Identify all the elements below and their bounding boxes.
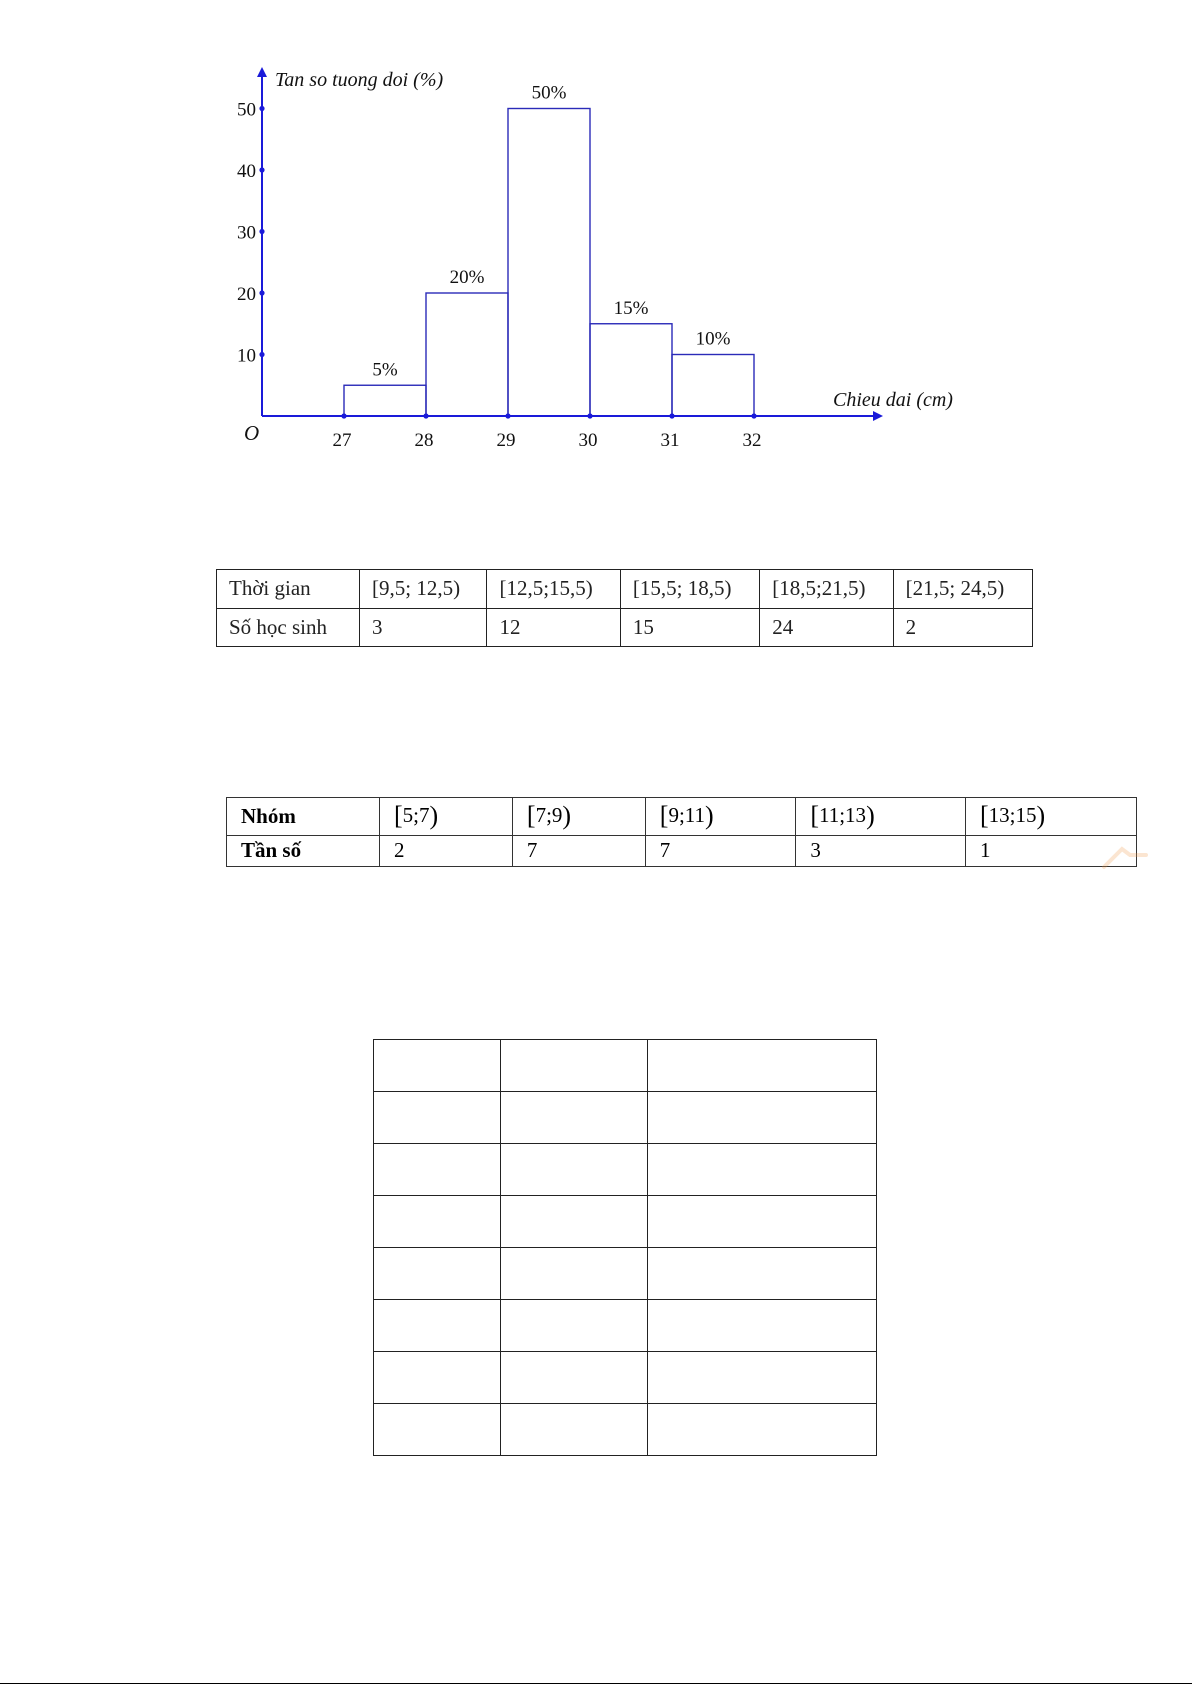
x-tick-label: 32 bbox=[742, 430, 762, 451]
x-tick-dot bbox=[505, 413, 510, 418]
bar-value-label: 5% bbox=[372, 359, 398, 381]
x-tick-label: 28 bbox=[414, 430, 434, 451]
y-tick-label: 50 bbox=[237, 99, 256, 121]
frequency-value: 2 bbox=[380, 835, 513, 866]
x-tick-label: 27 bbox=[332, 430, 352, 451]
y-tick-dot bbox=[259, 290, 264, 295]
footer-divider bbox=[0, 1683, 1192, 1684]
student-count: 15 bbox=[620, 608, 759, 647]
group-interval: [7;9) bbox=[512, 798, 645, 836]
time-interval: [18,5;21,5) bbox=[760, 570, 893, 609]
frequency-value: 7 bbox=[645, 835, 796, 866]
y-tick-label: 20 bbox=[237, 284, 256, 305]
group-interval: [11;13) bbox=[796, 798, 966, 836]
student-count: 12 bbox=[487, 608, 620, 647]
group-frequency-table bbox=[226, 797, 1137, 867]
bar-value-label: 15% bbox=[613, 297, 649, 319]
empty-table-cell bbox=[501, 1352, 648, 1404]
empty-table-row bbox=[374, 1404, 877, 1456]
empty-table-cell bbox=[648, 1092, 877, 1144]
y-tick-label: 40 bbox=[237, 161, 256, 182]
time-interval: [15,5; 18,5) bbox=[620, 570, 759, 609]
y-tick-dot bbox=[259, 229, 264, 234]
empty-table-cell bbox=[374, 1248, 501, 1300]
frequency-value: 1 bbox=[965, 835, 1136, 866]
histogram-bar bbox=[672, 355, 754, 417]
x-tick-label: 31 bbox=[660, 430, 680, 451]
empty-table-row bbox=[374, 1144, 877, 1196]
histogram-chart bbox=[0, 0, 1192, 470]
empty-table-cell bbox=[648, 1196, 877, 1248]
group-interval: [9;11) bbox=[645, 798, 796, 836]
group-row bbox=[227, 798, 1137, 836]
empty-table-cell bbox=[501, 1144, 648, 1196]
empty-table-row bbox=[374, 1196, 877, 1248]
students-row bbox=[217, 608, 1033, 647]
time-interval: [21,5; 24,5) bbox=[893, 570, 1032, 609]
student-count: 24 bbox=[760, 608, 893, 647]
empty-table-cell bbox=[374, 1196, 501, 1248]
bar-value-label: 50% bbox=[531, 82, 567, 104]
x-tick-dot bbox=[751, 413, 756, 418]
x-tick-dot bbox=[341, 413, 346, 418]
empty-table-cell bbox=[648, 1040, 877, 1092]
empty-table-cell bbox=[648, 1404, 877, 1456]
empty-table-cell bbox=[648, 1300, 877, 1352]
x-tick-dot bbox=[669, 413, 674, 418]
x-axis-label: Chieu dai (cm) bbox=[833, 389, 953, 411]
x-tick-dot bbox=[587, 413, 592, 418]
y-tick-dot bbox=[259, 352, 264, 357]
y-tick-dot bbox=[259, 167, 264, 172]
empty-table-cell bbox=[648, 1248, 877, 1300]
origin-label: O bbox=[244, 421, 260, 445]
students-header: Số học sinh bbox=[217, 608, 360, 647]
empty-table-cell bbox=[501, 1248, 648, 1300]
empty-table-cell bbox=[374, 1404, 501, 1456]
time-interval: [12,5;15,5) bbox=[487, 570, 620, 609]
time-table bbox=[216, 569, 1033, 647]
empty-table-cell bbox=[501, 1300, 648, 1352]
y-tick-dot bbox=[259, 106, 264, 111]
empty-table-cell bbox=[501, 1196, 648, 1248]
group-interval: [13;15) bbox=[965, 798, 1136, 836]
bar-value-label: 20% bbox=[449, 267, 485, 288]
frequency-row bbox=[227, 835, 1137, 866]
histogram-bar bbox=[508, 109, 590, 417]
time-header: Thời gian bbox=[217, 570, 360, 609]
empty-table-row bbox=[374, 1352, 877, 1404]
group-interval: [5;7) bbox=[380, 798, 513, 836]
time-row bbox=[217, 570, 1033, 609]
empty-table-row bbox=[374, 1040, 877, 1092]
group-header: Nhóm bbox=[227, 798, 380, 836]
histogram-bar bbox=[344, 385, 426, 416]
student-count: 3 bbox=[360, 608, 487, 647]
empty-table-cell bbox=[648, 1352, 877, 1404]
bar-value-label: 10% bbox=[695, 328, 731, 350]
empty-table-cell bbox=[374, 1144, 501, 1196]
empty-table-row bbox=[374, 1300, 877, 1352]
histogram-bar bbox=[590, 324, 672, 416]
x-tick-label: 29 bbox=[496, 430, 516, 451]
y-axis-label: Tan so tuong doi (%) bbox=[275, 69, 444, 91]
empty-table-cell bbox=[648, 1144, 877, 1196]
x-tick-label: 30 bbox=[578, 430, 598, 451]
empty-table-cell bbox=[374, 1092, 501, 1144]
empty-table-cell bbox=[374, 1040, 501, 1092]
frequency-header: Tần số bbox=[227, 835, 380, 866]
empty-table-cell bbox=[501, 1404, 648, 1456]
empty-table bbox=[373, 1039, 877, 1456]
empty-table-cell bbox=[501, 1092, 648, 1144]
watermark-logo-icon bbox=[1100, 843, 1150, 871]
y-tick-label: 30 bbox=[237, 222, 256, 244]
empty-table-row bbox=[374, 1092, 877, 1144]
x-tick-dot bbox=[423, 413, 428, 418]
frequency-value: 7 bbox=[512, 835, 645, 866]
frequency-value: 3 bbox=[796, 835, 966, 866]
student-count: 2 bbox=[893, 608, 1032, 647]
empty-table-cell bbox=[374, 1300, 501, 1352]
empty-table-cell bbox=[501, 1040, 648, 1092]
empty-table-cell bbox=[374, 1352, 501, 1404]
y-tick-label: 10 bbox=[237, 345, 256, 367]
time-interval: [9,5; 12,5) bbox=[360, 570, 487, 609]
histogram-bar bbox=[426, 293, 508, 416]
empty-table-row bbox=[374, 1248, 877, 1300]
